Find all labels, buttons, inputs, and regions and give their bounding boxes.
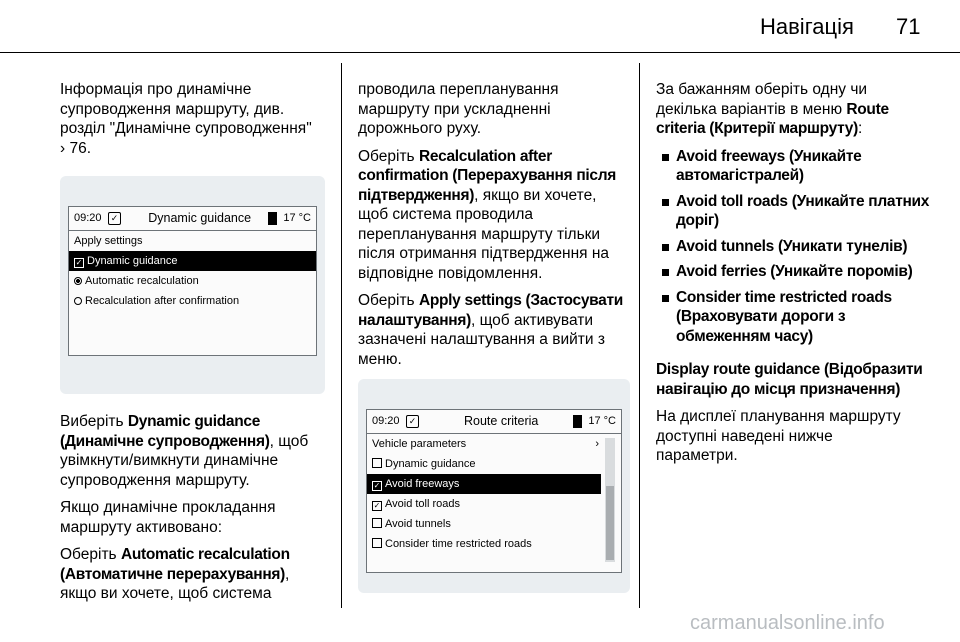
column-1	[60, 80, 325, 612]
paragraph: За бажанням оберіть одну чи декілька варіантів в меню Route criteria (Критерії маршруту):	[656, 81, 889, 137]
route-criteria-list	[656, 147, 941, 347]
screen-temperature: 17 °C	[283, 211, 311, 224]
radio-unselected-icon	[74, 297, 82, 305]
paragraph: Оберіть Automatic recalculation (Автоматичне перерахування), якщо ви хочете, щоб система	[60, 546, 290, 602]
paragraph: Якщо динамічне прокладання маршруту активовано:	[60, 499, 276, 536]
guidance-icon: ✓	[108, 212, 121, 225]
phone-icon	[573, 415, 582, 428]
menu-item-apply-settings[interactable]: Apply settings	[74, 235, 143, 247]
menu-item-vehicle-parameters[interactable]: Vehicle parameters ›	[367, 434, 621, 454]
checkbox-checked-icon: ✓	[373, 501, 381, 510]
menu-item-automatic-recalculation[interactable]: Automatic recalculation	[69, 271, 316, 291]
list-item: Avoid toll roads (Уникайте платних доріг)	[656, 192, 941, 231]
screen-title: Route criteria	[464, 413, 539, 428]
column-divider-1	[341, 63, 342, 608]
paragraph: Інформація про динамічне супроводження маршруту, див. розділ "Динамічне супроводження" › 76.	[60, 81, 312, 157]
list-item: Avoid ferries (Уникайте поромів)	[656, 262, 941, 282]
menu-item-avoid-tunnels[interactable]: Avoid tunnels	[367, 514, 621, 534]
screen-status-bar	[69, 207, 316, 231]
guidance-icon: ✓	[406, 415, 419, 428]
scrollbar[interactable]	[605, 438, 615, 562]
column-2	[358, 80, 630, 593]
display-screen	[366, 409, 622, 573]
checkbox-checked-icon: ✓	[75, 258, 83, 267]
list-item: Avoid freeways (Уникайте автомагістралей)	[656, 147, 941, 186]
menu-item-consider-time-restricted-roads[interactable]: Consider time restricted roads	[367, 534, 621, 554]
checkbox-unchecked-icon	[372, 538, 382, 548]
section-heading: Display route guidance (Відобразити навігацію до місця призначення)	[656, 361, 923, 398]
checkbox-unchecked-icon	[372, 458, 382, 468]
paragraph: проводила перепланування маршруту при ускладненні дорожнього руху.	[358, 81, 559, 137]
screen-temperature: 17 °C	[588, 414, 616, 427]
page-number: 71	[896, 14, 921, 39]
menu-item-avoid-freeways[interactable]: ✓ Avoid freeways	[367, 474, 601, 494]
screen-time: 09:20	[74, 211, 102, 224]
menu-item-dynamic-guidance[interactable]: ✓ Dynamic guidance	[69, 251, 316, 271]
list-item: Avoid tunnels (Уникати тунелів)	[656, 237, 941, 257]
paragraph: Виберіть Dynamic guidance (Динамічне супроводження), щоб увімкнути/вимкнути динамічне супроводження маршруту.	[60, 413, 309, 489]
header-divider	[0, 52, 960, 53]
scrollbar-thumb[interactable]	[606, 486, 614, 560]
column-divider-2	[639, 63, 640, 608]
display-screen	[68, 206, 317, 356]
screen-title: Dynamic guidance	[148, 210, 252, 225]
phone-icon	[268, 212, 277, 225]
page-ref-arrow-icon: ›	[60, 139, 66, 157]
menu-item-dynamic-guidance[interactable]: Dynamic guidance	[367, 454, 621, 474]
paragraph: На дисплеї планування маршруту доступні наведені нижче параметри.	[656, 408, 901, 464]
dynamic-guidance-screenshot	[60, 176, 325, 394]
list-item: Consider time restricted roads (Враховувати дороги з обмеженням часу)	[656, 288, 941, 347]
screen-time: 09:20	[372, 414, 400, 427]
paragraph: Оберіть Recalculation after confirmation (Перерахування після підтвердження), якщо ви хочете, щоб система проводила перепланування маршруту тільки після отримання підтвердження на відповідне повідомлення.	[358, 147, 616, 282]
checkbox-unchecked-icon	[372, 518, 382, 528]
chevron-right-icon: ›	[595, 438, 599, 450]
menu-item-recalculation-after-confirmation[interactable]: Recalculation after confirmation	[69, 291, 316, 311]
menu-item-avoid-toll-roads[interactable]: ✓ Avoid toll roads	[373, 498, 461, 510]
route-criteria-screenshot	[358, 379, 630, 593]
radio-selected-icon	[74, 277, 82, 285]
watermark: carmanualsonline.info	[690, 612, 885, 634]
checkbox-checked-icon: ✓	[373, 481, 381, 490]
column-3	[656, 80, 941, 474]
paragraph: Оберіть Apply settings (Застосувати налаштування), щоб активувати зазначені налаштування а вийти з меню.	[358, 292, 624, 368]
page-header-title: Навігація	[760, 14, 854, 39]
screen-status-bar	[367, 410, 621, 434]
